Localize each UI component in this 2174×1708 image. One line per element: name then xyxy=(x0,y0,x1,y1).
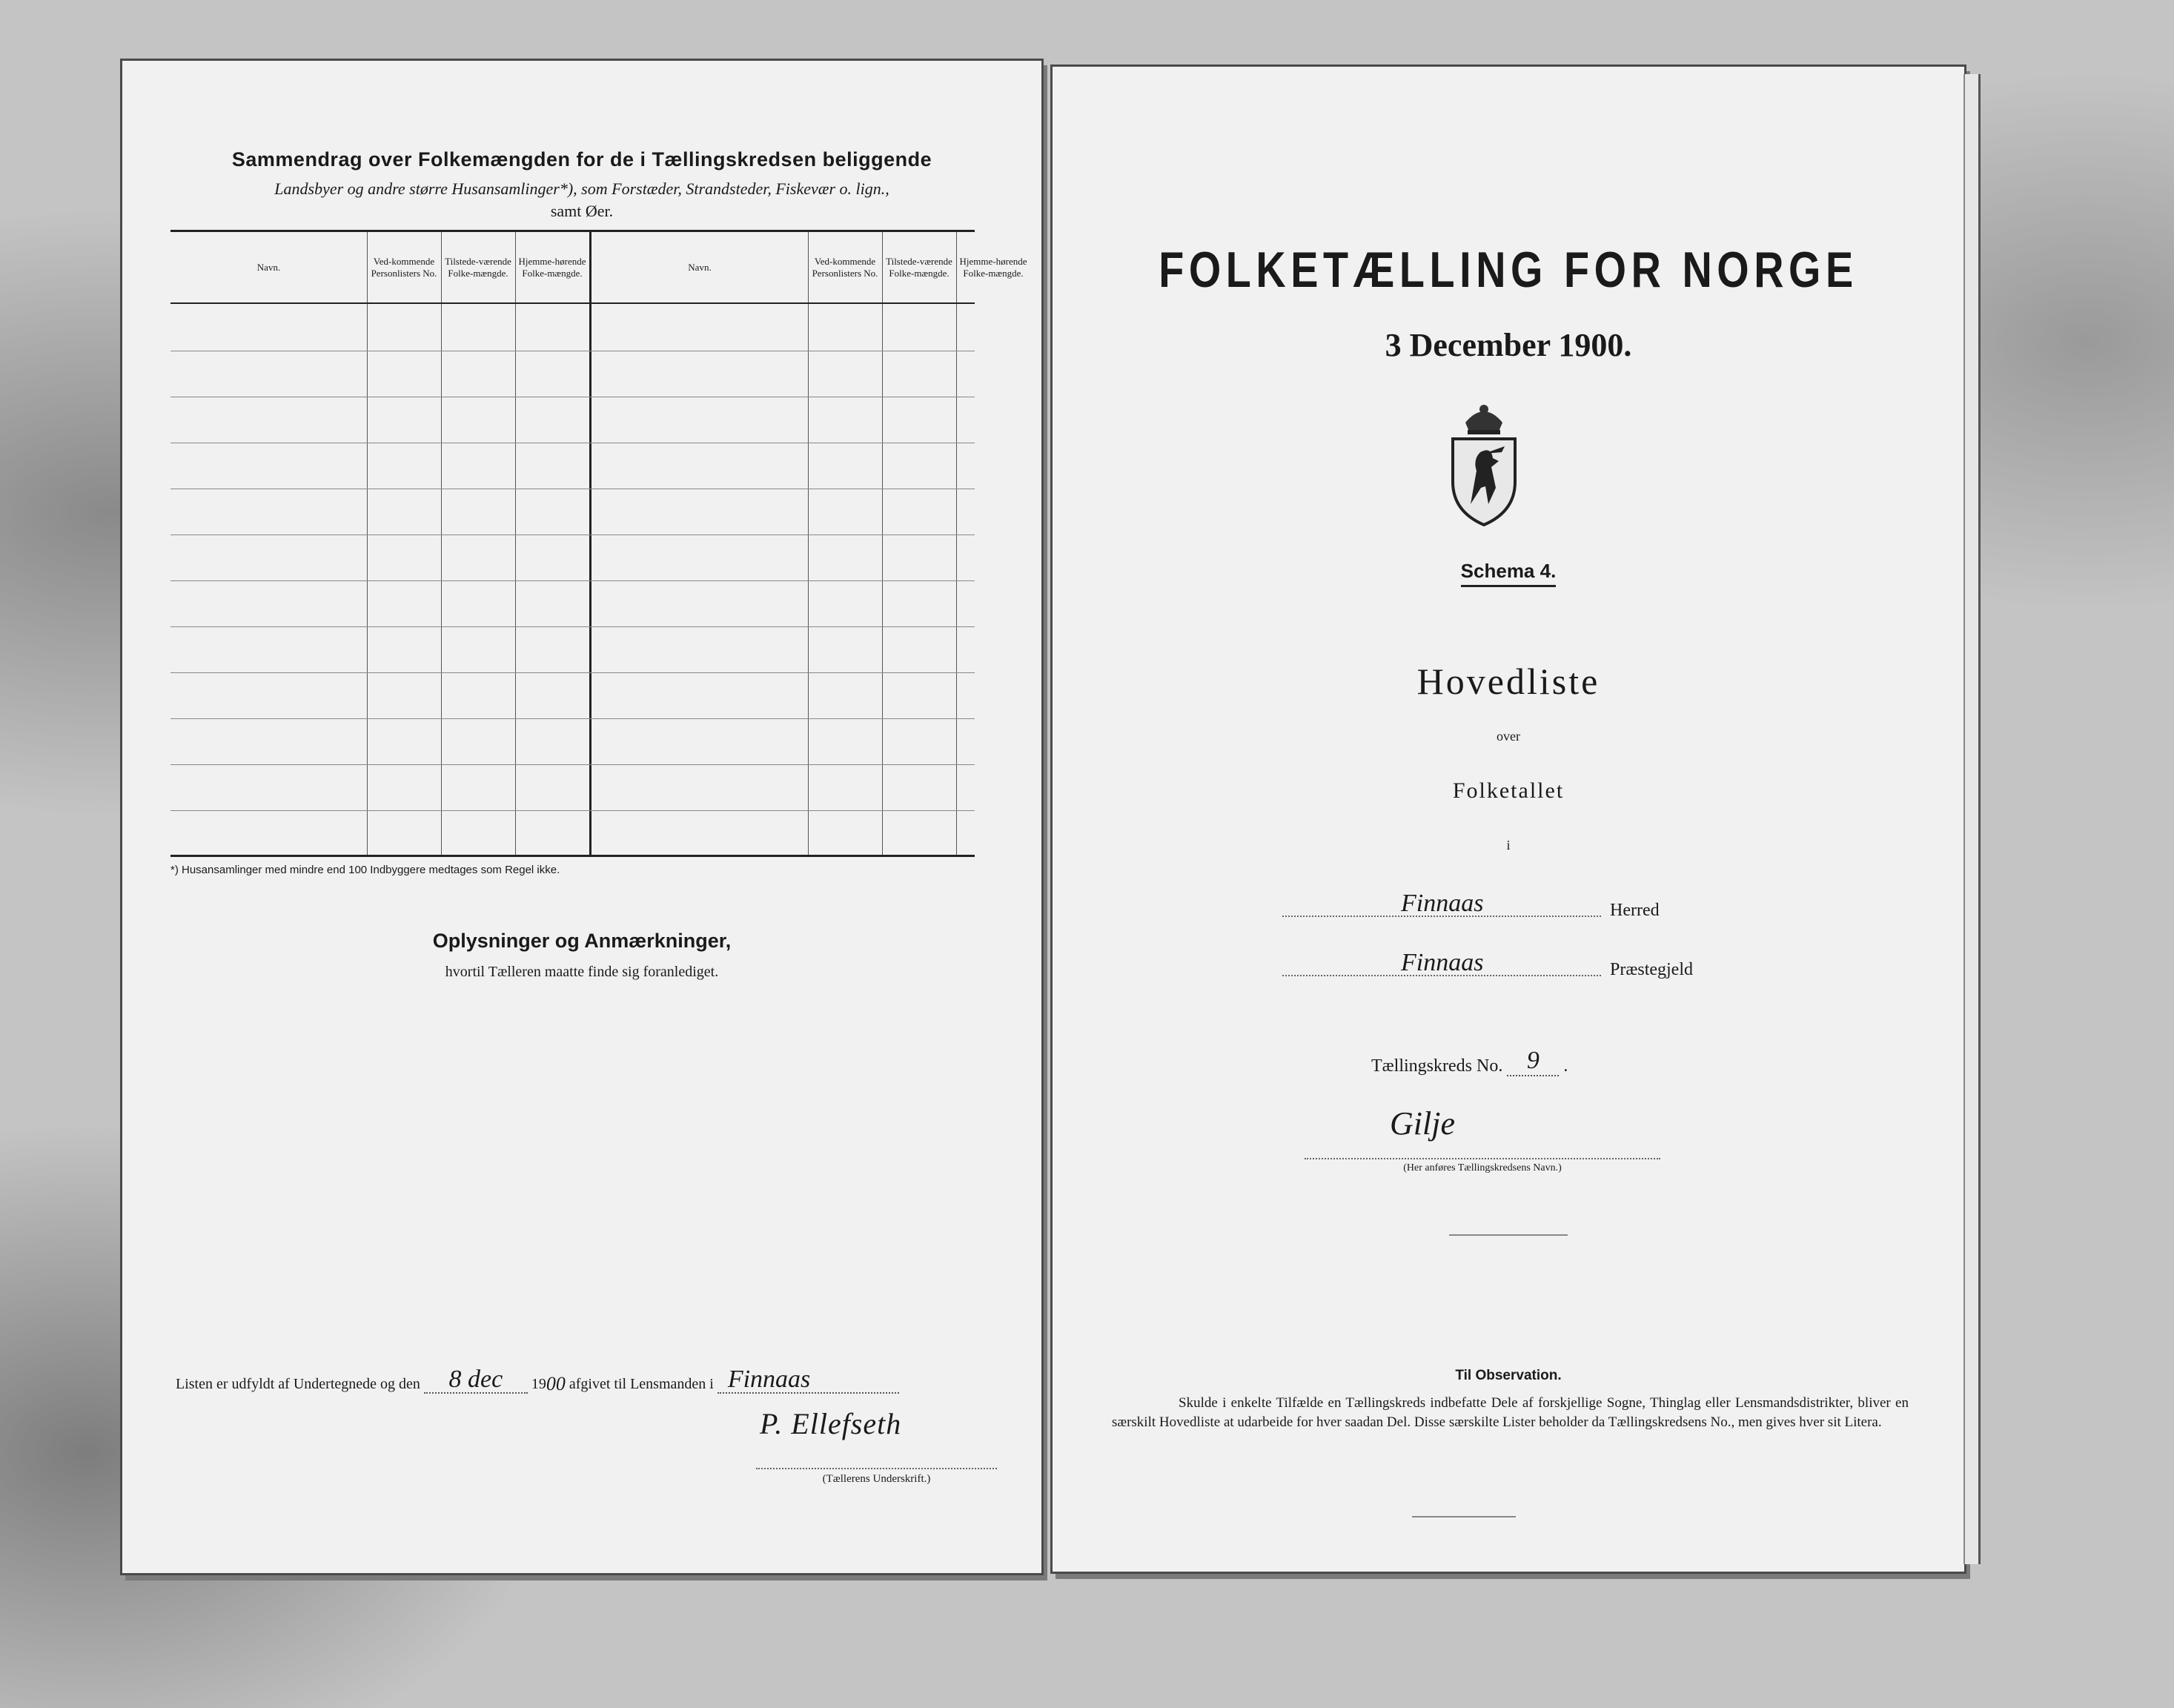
table-row xyxy=(170,672,975,673)
summary-table xyxy=(170,230,1027,857)
col-divider xyxy=(808,232,809,855)
listen-year-handwriting: 00 xyxy=(546,1373,566,1394)
table-row xyxy=(170,810,975,811)
herred-handwriting: Finnaas xyxy=(1401,890,1484,917)
census-date: 3 December 1900. xyxy=(1385,327,1632,363)
kreds-number-handwriting: 9 xyxy=(1526,1047,1540,1074)
footnote: *) Husansamlinger med mindre end 100 Indbyggere medtages som Regel ikke. xyxy=(170,864,560,876)
col-header-personlister-2: Ved-kommende Personlisters No. xyxy=(812,255,878,279)
kreds-name-caption: (Her anføres Tællingskredsens Navn.) xyxy=(1403,1162,1562,1174)
census-title: FOLKETÆLLING FOR NORGE xyxy=(1159,242,1858,298)
schema-text: Schema 4. xyxy=(1461,560,1557,587)
col-divider xyxy=(515,232,516,855)
divider-line xyxy=(1449,1234,1568,1236)
i-text: i xyxy=(1506,838,1511,853)
col-divider xyxy=(882,232,883,855)
right-page xyxy=(1053,67,1964,1572)
col-header-personlister-1: Ved-kommende Personlisters No. xyxy=(371,255,437,279)
summary-subtitle-line2: samt Øer. xyxy=(550,202,614,220)
hovedliste-heading: Hovedliste xyxy=(1416,661,1600,702)
listen-date-field xyxy=(424,1364,528,1394)
col-divider-center xyxy=(589,232,591,855)
kreds-name-handwriting: Gilje xyxy=(1390,1105,1455,1142)
kreds-number-field xyxy=(1507,1047,1559,1076)
table-row xyxy=(170,534,975,535)
col-header-hjemme-1: Hjemme-hørende Folke-mængde. xyxy=(518,255,586,279)
norwegian-lion-coat-of-arms-icon xyxy=(1439,400,1528,526)
over-text: over xyxy=(1497,729,1520,744)
col-header-tilstede-1: Tilstede-værende Folke-mængde. xyxy=(445,255,511,279)
listen-place-handwriting: Finnaas xyxy=(727,1366,811,1393)
signature-caption: (Tællerens Underskrift.) xyxy=(822,1473,931,1485)
remarks-title: Oplysninger og Anmærkninger, xyxy=(432,930,732,952)
listen-year-prefix: 19 xyxy=(531,1376,546,1392)
end-divider-line xyxy=(1412,1516,1516,1517)
kreds-name-line xyxy=(1305,1128,1660,1159)
remarks-subtitle: hvortil Tælleren maatte finde sig foranlediget. xyxy=(445,964,719,980)
left-page xyxy=(122,61,1041,1573)
schema-label xyxy=(1053,560,1964,583)
signature-handwriting: P. Ellefseth xyxy=(760,1407,902,1440)
table-row xyxy=(170,764,975,765)
col-header-hjemme-2: Hjemme-hørende Folke-mængde. xyxy=(959,255,1027,279)
col-divider xyxy=(441,232,442,855)
listen-prefix: Listen er udfyldt af Undertegnede og den xyxy=(176,1376,420,1392)
prestegjeld-handwriting: Finnaas xyxy=(1401,949,1484,976)
kreds-number-line: Tællingskreds No. 9 . xyxy=(1371,1047,1568,1076)
summary-subtitle-line1: Landsbyer og andre større Husansamlinger*), som Forstæder, Strandsteder, Fiskevær o. lign., xyxy=(274,179,889,198)
col-header-navn-1: Navn. xyxy=(256,261,281,273)
table-row xyxy=(170,626,975,627)
col-divider xyxy=(956,232,957,855)
kreds-label: Tællingskreds No. xyxy=(1371,1056,1503,1076)
table-row xyxy=(170,580,975,581)
prestegjeld-label: Præstegjeld xyxy=(1610,960,1693,979)
header-rule xyxy=(170,302,975,304)
listen-middle: afgivet til Lensmanden i xyxy=(569,1376,714,1392)
summary-title: Sammendrag over Folkemængden for de i Tællingskredsen beliggende xyxy=(231,148,932,171)
herred-label: Herred xyxy=(1610,901,1660,920)
listen-place-field xyxy=(718,1364,899,1394)
listen-date-handwriting: 8 dec xyxy=(448,1366,503,1393)
submission-line xyxy=(176,1364,998,1394)
col-header-navn-2: Navn. xyxy=(688,261,712,273)
col-divider xyxy=(367,232,368,855)
observation-title: Til Observation. xyxy=(1455,1368,1562,1383)
observation-text: Skulde i enkelte Tilfælde en Tællingskreds indbefatte Dele af forskjellige Sogne, Thinglag eller Lensmandsdistrikter, bliver en særskilt Hovedliste at udarbeide for hver saadan Del. Disse særskilte Lister beholder da Tællingskredsens No., men gives hver sit Litera. xyxy=(1112,1395,1909,1430)
table-row xyxy=(170,718,975,719)
folketallet-heading: Folketallet xyxy=(1452,778,1565,803)
col-header-tilstede-2: Tilstede-værende Folke-mængde. xyxy=(886,255,952,279)
